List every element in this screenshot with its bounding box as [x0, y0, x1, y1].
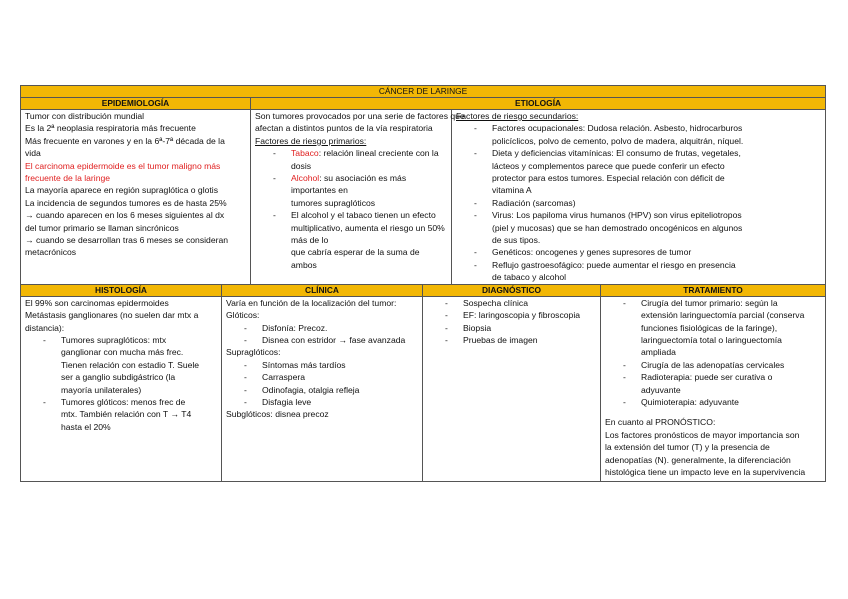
list-item-cont: (piel y mucosas) que se han demostrado oncogénicos en algunos: [492, 222, 743, 233]
list-item-cont: extensión laringuectomía parcial (conserva: [641, 310, 805, 321]
text-line: Es la 2ª neoplasia respiratoria más frecuente: [25, 123, 196, 134]
alcohol-text: : su asociación es más importantes en: [291, 173, 407, 196]
list-item-cont: que cabría esperar de la suma de ambos: [291, 247, 420, 270]
list-item: - Biopsia: [427, 322, 596, 334]
list-item: - Disnea con estridor → fase avanzada: [226, 334, 418, 346]
epidemiologia-header: EPIDEMIOLOGÍA: [21, 98, 251, 110]
list-item: - Virus: Los papiloma virus humanos (HPV) son virus epiteliotropos: [456, 209, 821, 221]
list-item-cont: de tabaco y alcohol: [492, 272, 567, 283]
text-line: La incidencia de segundos tumores es de hasta 25%: [25, 197, 227, 208]
list-item: - Tumores supraglóticos: mtx: [25, 334, 217, 346]
list-item: - Odinofagia, otalgia refleja: [226, 384, 418, 396]
list-item-cont: protector para estos tumores. Especial relación con déficit de: [492, 173, 725, 184]
primary-factors-title: Factores de riesgo primarios:: [255, 135, 367, 146]
list-item: - Disfagia leve: [226, 396, 418, 408]
clinica-header: CLÍNICA: [222, 284, 423, 296]
list-item: - Pruebas de imagen: [427, 334, 596, 346]
gloticos-title: Glóticos:: [226, 310, 260, 321]
tratamiento-cell: [601, 296, 826, 481]
list-item: - Sospecha clínica: [427, 297, 596, 309]
list-item-cont: funciones fisiológicas de la faringe),: [641, 322, 778, 333]
text-line: del tumor primario se llaman sincrónicos: [25, 222, 179, 233]
diagnostico-header: DIAGNÓSTICO: [423, 284, 601, 296]
list-item-cont: vitamina A: [492, 185, 532, 196]
text-line: Son tumores provocados por una serie de factores que: [255, 111, 465, 121]
list-item-cont: policíclicos, polvo de cemento, polvo de madera, alquitrán, níquel.: [492, 135, 744, 146]
tratamiento-header: TRATAMIENTO: [601, 284, 826, 296]
list-item-cont: multiplicativo, aumenta el riesgo un 50% más de lo: [291, 222, 445, 246]
list-item-cont: ampliada: [641, 347, 676, 358]
epidemiologia-cell: [21, 110, 251, 285]
list-item: - Tumores glóticos: menos frec de: [25, 396, 217, 408]
list-item: - EF: laringoscopia y fibroscopia: [427, 309, 596, 321]
list-item-cont: hasta el 20%: [61, 421, 111, 432]
list-item: [255, 147, 447, 172]
etiologia-header: ETIOLOGÍA: [251, 98, 826, 110]
list-item: - Reflujo gastroesofágico: puede aumentar el riesgo en presencia: [456, 259, 821, 271]
list-item: - Cirugía de las adenopatías cervicales: [605, 359, 821, 371]
text-line: → cuando se desarrollan tras 6 meses se consideran: [25, 235, 229, 246]
list-item-cont: mayoría unilaterales): [61, 384, 142, 395]
tabaco-label: Tabaco: [291, 148, 319, 159]
table-title: CÁNCER DE LARINGE: [21, 86, 826, 98]
supragloticos-title: Supraglóticos:: [226, 347, 281, 358]
text-line: La mayoría aparece en región supraglótica o glotis: [25, 185, 218, 196]
alcohol-label: Alcohol: [291, 173, 320, 184]
histologia-cell: [21, 296, 222, 481]
text-line: histológica tiene un impacto leve en la supervivencia: [605, 466, 806, 477]
list-item: - Dieta y deficiencias vitamínicas: El consumo de frutas, vegetales,: [456, 147, 821, 159]
text-line: Los factores pronósticos de mayor importancia son: [605, 429, 800, 440]
secondary-factors-title: Factores de riesgo secundarios:: [456, 111, 579, 121]
list-item-cont: mtx. También relación con T → T4: [61, 409, 192, 420]
spacer: [605, 408, 821, 416]
etiologia-secondary-cell: [452, 110, 826, 285]
subgloticos-line: Subglóticos: disnea precoz: [226, 409, 329, 420]
text-line: → cuando aparecen en los 6 meses siguientes al dx: [25, 210, 225, 221]
text-line: El 99% son carcinomas epidermoides: [25, 297, 169, 308]
list-item: - Radiación (sarcomas): [456, 197, 821, 209]
diagnostico-cell: [423, 296, 601, 481]
text-line: Tumor con distribución mundial: [25, 111, 145, 121]
text-line: Más frecuente en varones y en la 6ª-7ª década de la: [25, 135, 225, 146]
list-item-cont: tumores supraglóticos: [291, 197, 376, 208]
etiologia-primary-cell: [251, 110, 465, 285]
list-item: - Quimioterapia: adyuvante: [605, 396, 821, 408]
text-line: vida: [25, 148, 41, 159]
summary-table: [20, 85, 826, 482]
list-item: [255, 172, 447, 197]
list-item-cont: ser a ganglio subdigástrico (la: [61, 372, 176, 383]
histologia-header: HISTOLOGÍA: [21, 284, 222, 296]
text-line: Metástasis ganglionares (no suelen dar mtx a: [25, 310, 199, 321]
list-item-cont: ganglionar con mucha más frec.: [61, 347, 184, 358]
pronostico-title: En cuanto al PRONÓSTICO:: [605, 417, 716, 428]
tabaco-text: : relación lineal creciente con la dosis: [291, 148, 439, 171]
text-line: afectan a distintos puntos de la vía respiratoria: [255, 123, 433, 134]
list-item: - Síntomas más tardíos: [226, 359, 418, 371]
text-line: Varía en función de la localización del tumor:: [226, 297, 397, 308]
list-item: - Cirugía del tumor primario: según la: [605, 297, 821, 309]
clinica-cell: [222, 296, 423, 481]
list-item: - Carraspera: [226, 371, 418, 383]
list-item: - Genéticos: oncogenes y genes supresores de tumor: [456, 246, 821, 258]
list-item: - Factores ocupacionales: Dudosa relación. Asbesto, hidrocarburos: [456, 122, 821, 134]
text-line: metacrónicos: [25, 247, 77, 258]
list-item-cont: de sus tipos.: [492, 235, 541, 246]
list-item: - El alcohol y el tabaco tienen un efecto: [255, 209, 447, 221]
text-line: la extensión del tumor (T) y la presencia de: [605, 442, 770, 453]
list-item-cont: lácteos y complementos parece que puede conferir un efecto: [492, 160, 725, 171]
text-line: distancia):: [25, 322, 65, 333]
list-item: - Disfonía: Precoz.: [226, 322, 418, 334]
list-item: - Radioterapia: puede ser curativa o: [605, 371, 821, 383]
list-item-cont: laringuectomía total o laringuectomía: [641, 334, 782, 345]
highlight-line: El carcinoma epidermoide es el tumor maligno más: [25, 160, 221, 171]
list-item-cont: Tienen relación con estadio T. Suele: [61, 359, 200, 370]
list-item-cont: adyuvante: [641, 384, 681, 395]
text-line: adenopatías (N). generalmente, la diferenciación: [605, 454, 791, 465]
highlight-line: frecuente de la laringe: [25, 173, 111, 184]
